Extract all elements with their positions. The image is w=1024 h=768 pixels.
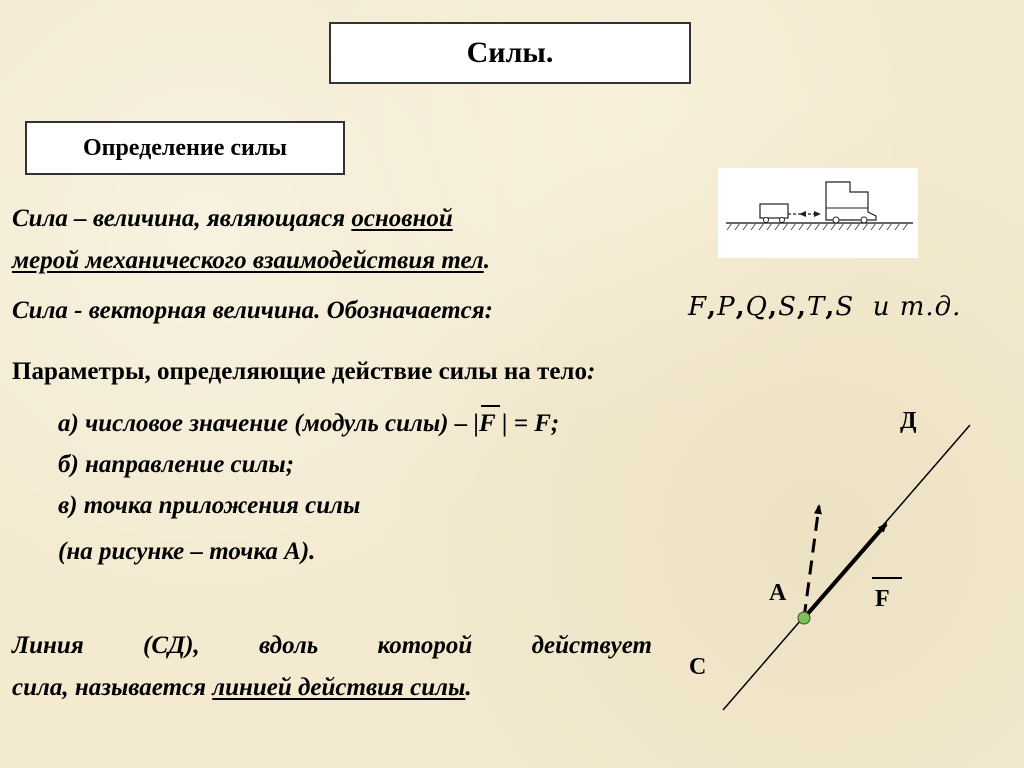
line-of-action-line-2 [12, 672, 472, 704]
param-a-vector-f: F [479, 408, 496, 440]
vector-statement [12, 295, 493, 327]
params-heading-text: Параметры, определяющие действие силы на тело [12, 358, 587, 385]
definition-underlined-2: мерой механического взаимодействия тел [12, 247, 484, 274]
param-b: б) направление силы; [58, 451, 295, 478]
force-diagram [700, 400, 1000, 730]
definition-line-1 [12, 203, 453, 235]
label-a: А [769, 580, 787, 606]
symbol-separator: , [796, 292, 807, 322]
param-c-note: (на рисунке – точка А). [58, 538, 316, 565]
symbol-q: Q [745, 292, 768, 322]
param-c: в) точка приложения силы [58, 492, 361, 519]
force-vector-f [804, 524, 886, 618]
line-of-action-text: сила, называется [12, 674, 213, 701]
label-f: F [875, 586, 890, 612]
symbol-s2: S [835, 292, 855, 322]
params-heading-colon: : [586, 358, 596, 385]
symbol-separator: , [768, 292, 779, 322]
param-a-text: а) числовое значение (модуль силы) – | [58, 410, 479, 437]
symbol-separator: , [707, 292, 718, 322]
definition-period: . [483, 247, 491, 274]
symbol-t: T [806, 292, 826, 322]
definition-underlined: основной [351, 205, 453, 232]
definition-line-2 [12, 245, 490, 277]
line-of-action-period: . [465, 674, 472, 701]
label-c: С [689, 654, 707, 680]
symbol-separator: , [735, 292, 746, 322]
vector-text: Сила - векторная величина. Обозначается: [12, 297, 493, 324]
symbol-s: S [778, 292, 797, 322]
params-heading [12, 356, 595, 388]
label-d: Д [900, 408, 917, 434]
symbol-p: P [717, 292, 736, 322]
param-a-rest: | = F; [495, 410, 560, 437]
param-a [58, 408, 559, 440]
cart-illustration [718, 168, 918, 258]
point-a [798, 612, 810, 624]
section-title: Определение силы [25, 121, 345, 175]
force-symbols [688, 292, 961, 322]
symbol-separator: , [825, 292, 836, 322]
symbols-etc: и т.д. [872, 292, 962, 322]
line-of-action-line-1: Линия (СД), вдоль которой действует [12, 632, 652, 659]
cart-drawing [718, 168, 918, 258]
line-of-action-term: линией действия силы [212, 674, 466, 701]
symbol-f: F [688, 292, 708, 322]
definition-text: Сила – величина, являющаяся [12, 205, 352, 232]
page-title: Силы. [329, 22, 691, 84]
